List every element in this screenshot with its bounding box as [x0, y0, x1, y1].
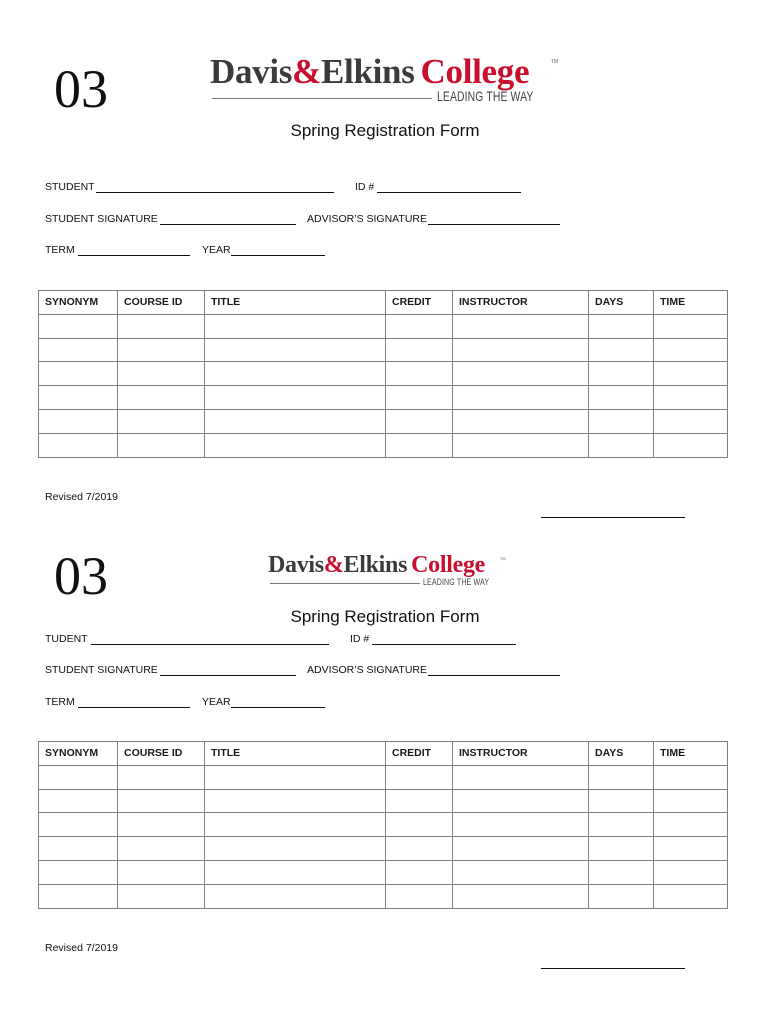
cell-synonym[interactable]: [39, 813, 118, 837]
cell-course-id[interactable]: [118, 860, 205, 884]
cell-days[interactable]: [589, 765, 654, 789]
cell-synonym[interactable]: [39, 884, 118, 908]
cell-time[interactable]: [654, 860, 728, 884]
cell-credit[interactable]: [386, 386, 453, 410]
table-row: [39, 789, 728, 813]
column-header-course-id: COURSE ID: [118, 742, 205, 766]
table-row: [39, 362, 728, 386]
cell-synonym[interactable]: [39, 837, 118, 861]
cell-instructor[interactable]: [453, 386, 589, 410]
cell-synonym[interactable]: [39, 338, 118, 362]
cell-title[interactable]: [205, 409, 386, 433]
table-row: [39, 386, 728, 410]
cell-days[interactable]: [589, 789, 654, 813]
table-header-row: [39, 742, 728, 766]
cell-instructor[interactable]: [453, 765, 589, 789]
college-logo: [268, 552, 508, 592]
cell-days[interactable]: [589, 884, 654, 908]
cell-credit[interactable]: [386, 314, 453, 338]
approval-signature-line[interactable]: [541, 968, 685, 969]
cell-credit[interactable]: [386, 860, 453, 884]
column-header-time: TIME: [654, 742, 728, 766]
cell-time[interactable]: [654, 433, 728, 457]
cell-title[interactable]: [205, 813, 386, 837]
student-name-field[interactable]: [96, 192, 334, 193]
cell-days[interactable]: [589, 362, 654, 386]
cell-course-id[interactable]: [118, 433, 205, 457]
column-header-instructor: INSTRUCTOR: [453, 291, 589, 315]
cell-title[interactable]: [205, 433, 386, 457]
cell-days[interactable]: [589, 860, 654, 884]
cell-title[interactable]: [205, 789, 386, 813]
advisor-signature-label: ADVISOR’S SIGNATURE: [307, 664, 427, 676]
logo-tagline: LEADING THE WAY: [437, 88, 534, 104]
cell-time[interactable]: [654, 338, 728, 362]
logo-wordmark: Davis&Elkins College: [268, 552, 486, 578]
cell-synonym[interactable]: [39, 789, 118, 813]
table-row: [39, 837, 728, 861]
column-header-course-id: COURSE ID: [118, 291, 205, 315]
cell-days[interactable]: [589, 813, 654, 837]
course-table: [38, 290, 728, 458]
cell-time[interactable]: [654, 409, 728, 433]
advisor-signature-field[interactable]: [428, 675, 560, 676]
cell-title[interactable]: [205, 765, 386, 789]
cell-instructor[interactable]: [453, 409, 589, 433]
cell-title[interactable]: [205, 837, 386, 861]
id-label: ID #: [350, 633, 370, 645]
trademark-mark: TM: [500, 556, 506, 561]
logo-rule: [270, 583, 420, 584]
course-table: [38, 741, 728, 909]
cell-course-id[interactable]: [118, 837, 205, 861]
logo-tagline: LEADING THE WAY: [423, 577, 490, 588]
table-row: [39, 409, 728, 433]
cell-days[interactable]: [589, 433, 654, 457]
cell-synonym[interactable]: [39, 433, 118, 457]
column-header-instructor: INSTRUCTOR: [453, 742, 589, 766]
cell-credit[interactable]: [386, 765, 453, 789]
cell-days[interactable]: [589, 386, 654, 410]
column-header-synonym: SYNONYM: [39, 742, 118, 766]
form-code: 03: [54, 546, 108, 606]
cell-instructor[interactable]: [453, 338, 589, 362]
advisor-signature-field[interactable]: [428, 224, 560, 225]
advisor-signature-label: ADVISOR’S SIGNATURE: [307, 213, 427, 225]
student-signature-field[interactable]: [160, 675, 296, 676]
cell-synonym[interactable]: [39, 386, 118, 410]
cell-course-id[interactable]: [118, 386, 205, 410]
cell-time[interactable]: [654, 314, 728, 338]
column-header-days: DAYS: [589, 291, 654, 315]
revision-note: Revised 7/2019: [45, 491, 118, 503]
student-signature-field[interactable]: [160, 224, 296, 225]
cell-days[interactable]: [589, 338, 654, 362]
term-label: TERM: [45, 244, 75, 256]
cell-time[interactable]: [654, 837, 728, 861]
approval-signature-line[interactable]: [541, 517, 685, 518]
cell-course-id[interactable]: [118, 409, 205, 433]
cell-credit[interactable]: [386, 813, 453, 837]
cell-days[interactable]: [589, 409, 654, 433]
cell-title[interactable]: [205, 338, 386, 362]
column-header-credit: CREDIT: [386, 742, 453, 766]
cell-instructor[interactable]: [453, 813, 589, 837]
cell-credit[interactable]: [386, 837, 453, 861]
table-row: [39, 433, 728, 457]
cell-days[interactable]: [589, 314, 654, 338]
year-field[interactable]: [231, 707, 325, 708]
cell-course-id[interactable]: [118, 362, 205, 386]
column-header-days: DAYS: [589, 742, 654, 766]
cell-instructor[interactable]: [453, 433, 589, 457]
column-header-title: TITLE: [205, 742, 386, 766]
cell-synonym[interactable]: [39, 362, 118, 386]
year-label: YEAR: [202, 696, 231, 708]
student-label: STUDENT: [45, 181, 95, 193]
cell-time[interactable]: [654, 789, 728, 813]
cell-instructor[interactable]: [453, 837, 589, 861]
student-name-field[interactable]: [91, 644, 329, 645]
student-id-field[interactable]: [372, 644, 516, 645]
cell-course-id[interactable]: [118, 884, 205, 908]
cell-synonym[interactable]: [39, 765, 118, 789]
student-signature-label: STUDENT SIGNATURE: [45, 664, 158, 676]
cell-credit[interactable]: [386, 433, 453, 457]
cell-time[interactable]: [654, 813, 728, 837]
cell-credit[interactable]: [386, 789, 453, 813]
term-field[interactable]: [78, 707, 190, 708]
cell-credit[interactable]: [386, 884, 453, 908]
cell-synonym[interactable]: [39, 860, 118, 884]
cell-time[interactable]: [654, 362, 728, 386]
revision-note: Revised 7/2019: [45, 942, 118, 954]
year-label: YEAR: [202, 244, 231, 256]
cell-days[interactable]: [589, 837, 654, 861]
cell-instructor[interactable]: [453, 884, 589, 908]
cell-title[interactable]: [205, 386, 386, 410]
cell-time[interactable]: [654, 765, 728, 789]
cell-time[interactable]: [654, 386, 728, 410]
cell-synonym[interactable]: [39, 409, 118, 433]
cell-course-id[interactable]: [118, 314, 205, 338]
student-label: TUDENT: [45, 633, 88, 645]
cell-course-id[interactable]: [118, 813, 205, 837]
term-field[interactable]: [78, 255, 190, 256]
table-row: [39, 314, 728, 338]
logo-wordmark: Davis&Elkins College: [210, 52, 530, 91]
cell-credit[interactable]: [386, 409, 453, 433]
cell-course-id[interactable]: [118, 765, 205, 789]
cell-course-id[interactable]: [118, 338, 205, 362]
id-label: ID #: [355, 181, 375, 193]
cell-instructor[interactable]: [453, 314, 589, 338]
cell-title[interactable]: [205, 314, 386, 338]
column-header-credit: CREDIT: [386, 291, 453, 315]
cell-instructor[interactable]: [453, 362, 589, 386]
cell-course-id[interactable]: [118, 789, 205, 813]
table-body: [39, 314, 728, 457]
cell-title[interactable]: [205, 362, 386, 386]
form-code: 03: [54, 59, 108, 119]
cell-instructor[interactable]: [453, 789, 589, 813]
cell-time[interactable]: [654, 884, 728, 908]
column-header-synonym: SYNONYM: [39, 291, 118, 315]
year-field[interactable]: [231, 255, 325, 256]
column-header-title: TITLE: [205, 291, 386, 315]
cell-credit[interactable]: [386, 362, 453, 386]
table-row: [39, 884, 728, 908]
term-label: TERM: [45, 696, 75, 708]
cell-credit[interactable]: [386, 338, 453, 362]
cell-synonym[interactable]: [39, 314, 118, 338]
table-header-row: [39, 291, 728, 315]
cell-title[interactable]: [205, 860, 386, 884]
table-row: [39, 813, 728, 837]
form-title: Spring Registration Form: [290, 607, 480, 626]
form-title: Spring Registration Form: [290, 121, 480, 140]
table-body: [39, 765, 728, 908]
college-logo: [210, 52, 560, 108]
logo-rule: [212, 98, 432, 99]
table-row: [39, 765, 728, 789]
trademark-mark: TM: [551, 59, 559, 65]
student-signature-label: STUDENT SIGNATURE: [45, 213, 158, 225]
table-row: [39, 338, 728, 362]
column-header-time: TIME: [654, 291, 728, 315]
table-row: [39, 860, 728, 884]
cell-instructor[interactable]: [453, 860, 589, 884]
student-id-field[interactable]: [377, 192, 521, 193]
cell-title[interactable]: [205, 884, 386, 908]
